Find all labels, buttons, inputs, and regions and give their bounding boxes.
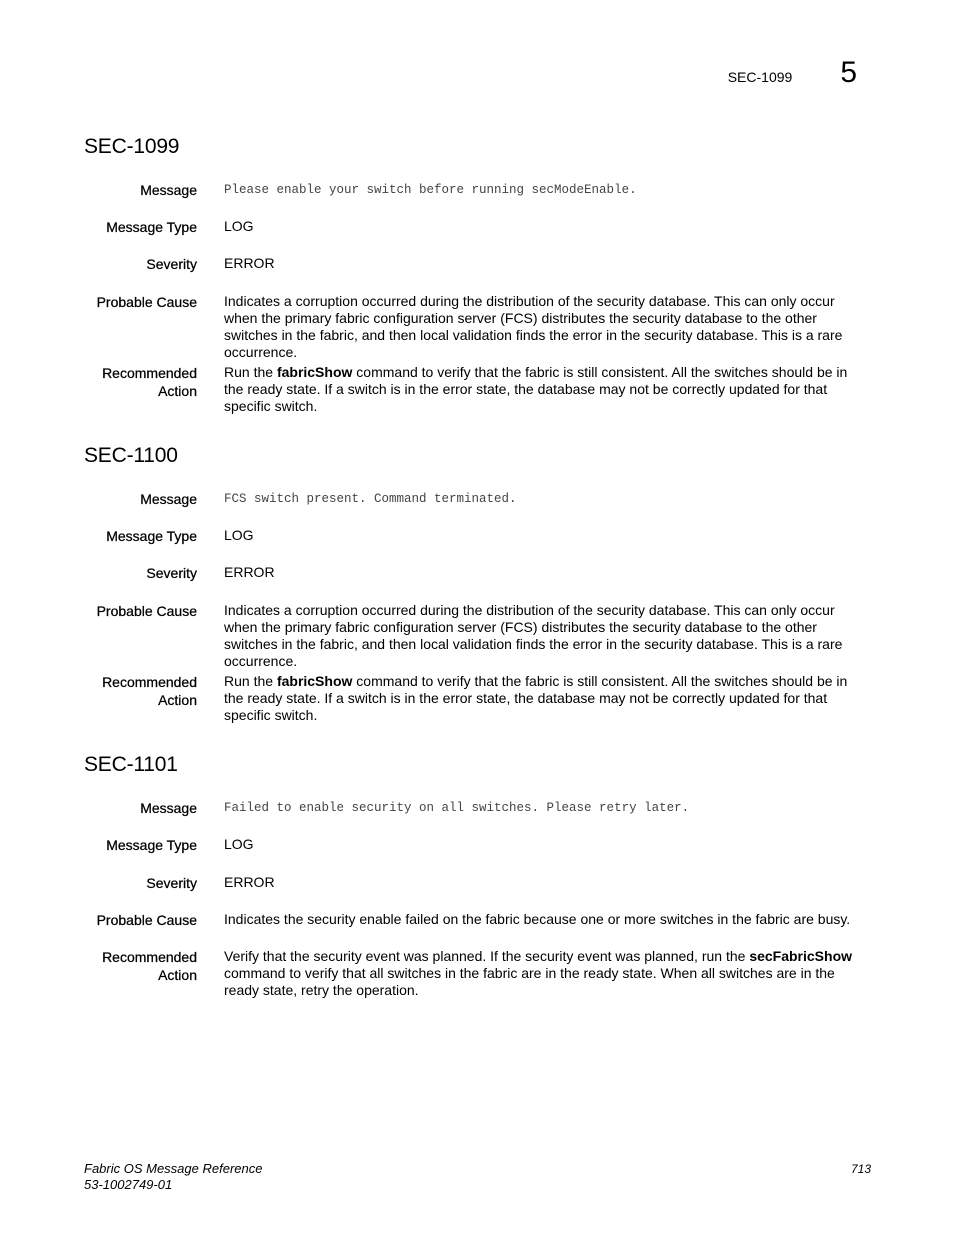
message-type-label: Message Type: [106, 219, 197, 235]
action-command: secFabricShow: [749, 948, 853, 964]
message-type-value: LOG: [224, 836, 254, 852]
recommended-action-label-line1: Recommended: [102, 365, 197, 381]
probable-cause-row: [84, 911, 874, 929]
action-text-pre: Run the: [224, 673, 277, 689]
severity-label: Severity: [146, 256, 197, 272]
message-type-value: LOG: [224, 527, 254, 543]
probable-cause-row: [84, 602, 874, 669]
recommended-action-text: [224, 948, 869, 999]
recommended-action-label: [84, 673, 197, 709]
severity-row: [84, 874, 874, 892]
action-text-post: command to verify that the fabric is still consistent. All the switches should be in the ready state. If a switch is in the error state, the database may not be correctly updated for that specific switch.: [224, 364, 848, 414]
recommended-action-label-line2: Action: [158, 692, 197, 708]
probable-cause-text: Indicates a corruption occurred during the distribution of the security database. This can only occur when the primary fabric configuration server (FCS) distributes the security database to the other switches in the fabric, and then local validation finds the error in the security database. This is a rare occurrence.: [224, 293, 843, 360]
message-row: [84, 799, 874, 817]
entry-title: SEC-1100: [84, 444, 178, 467]
action-text-post: command to verify that the fabric is still consistent. All the switches should be in the ready state. If a switch is in the error state, the database may not be correctly updated for that specific switch.: [224, 673, 848, 723]
probable-cause-text: Indicates the security enable failed on the fabric because one or more switches in the fabric are busy.: [224, 911, 851, 927]
action-command: fabricShow: [276, 673, 353, 689]
entry-title: SEC-1099: [84, 135, 180, 158]
severity-row: [84, 564, 874, 582]
message-type-label: Message Type: [106, 837, 197, 853]
recommended-action-label-line2: Action: [158, 383, 197, 399]
severity-value: ERROR: [224, 564, 275, 580]
message-label: Message: [140, 491, 197, 507]
severity-value: ERROR: [224, 255, 275, 271]
recommended-action-row: [84, 948, 874, 998]
probable-cause-label: Probable Cause: [96, 603, 197, 619]
recommended-action-label: [84, 948, 197, 984]
probable-cause-text: Indicates a corruption occurred during the distribution of the security database. This can only occur when the primary fabric configuration server (FCS) distributes the security database to the other switches in the fabric, and then local validation finds the error in the security database. This is a rare occurrence.: [224, 602, 843, 669]
recommended-action-label-line1: Recommended: [102, 674, 197, 690]
recommended-action-label-line1: Recommended: [102, 949, 197, 965]
action-text-pre: Verify that the security event was planned. If the security event was planned, run the: [224, 948, 750, 964]
message-label: Message: [140, 800, 197, 816]
message-type-row: [84, 836, 874, 854]
probable-cause-label: Probable Cause: [96, 294, 197, 310]
severity-label: Severity: [146, 875, 197, 891]
recommended-action-row: [84, 364, 874, 414]
severity-label: Severity: [146, 565, 197, 581]
page-footer: [84, 1161, 871, 1193]
header-chapter-number: 5: [840, 56, 857, 89]
footer-doc-number: 53-1002749-01: [84, 1177, 173, 1192]
action-command: fabricShow: [276, 364, 353, 380]
action-text-post: command to verify that all switches in the fabric are in the ready state. When all switches are in the ready state, retry the operation.: [224, 965, 835, 998]
message-text: Please enable your switch before running secModeEnable.: [224, 183, 637, 197]
probable-cause-row: [84, 293, 874, 360]
running-header: [728, 58, 857, 88]
action-text-pre: Run the: [224, 364, 277, 380]
message-type-value: LOG: [224, 218, 254, 234]
message-row: [84, 181, 874, 199]
footer-doc-title: Fabric OS Message Reference: [84, 1161, 263, 1176]
recommended-action-label: [84, 364, 197, 400]
probable-cause-label: Probable Cause: [96, 912, 197, 928]
message-row: [84, 490, 874, 508]
footer-page-number: 713: [850, 1162, 871, 1176]
message-type-label: Message Type: [106, 528, 197, 544]
severity-value: ERROR: [224, 874, 275, 890]
recommended-action-label-line2: Action: [158, 967, 197, 983]
message-type-row: [84, 218, 874, 236]
recommended-action-text: [224, 673, 869, 724]
recommended-action-row: [84, 673, 874, 723]
message-entry: [84, 135, 874, 414]
message-label: Message: [140, 182, 197, 198]
message-text: FCS switch present. Command terminated.: [224, 492, 517, 506]
header-section-id: SEC-1099: [727, 69, 793, 85]
entry-title: SEC-1101: [84, 753, 178, 776]
message-text: Failed to enable security on all switches. Please retry later.: [224, 801, 690, 815]
recommended-action-text: [224, 364, 869, 415]
message-entry: [84, 753, 874, 998]
message-entry: [84, 444, 874, 723]
severity-row: [84, 255, 874, 273]
message-type-row: [84, 527, 874, 545]
